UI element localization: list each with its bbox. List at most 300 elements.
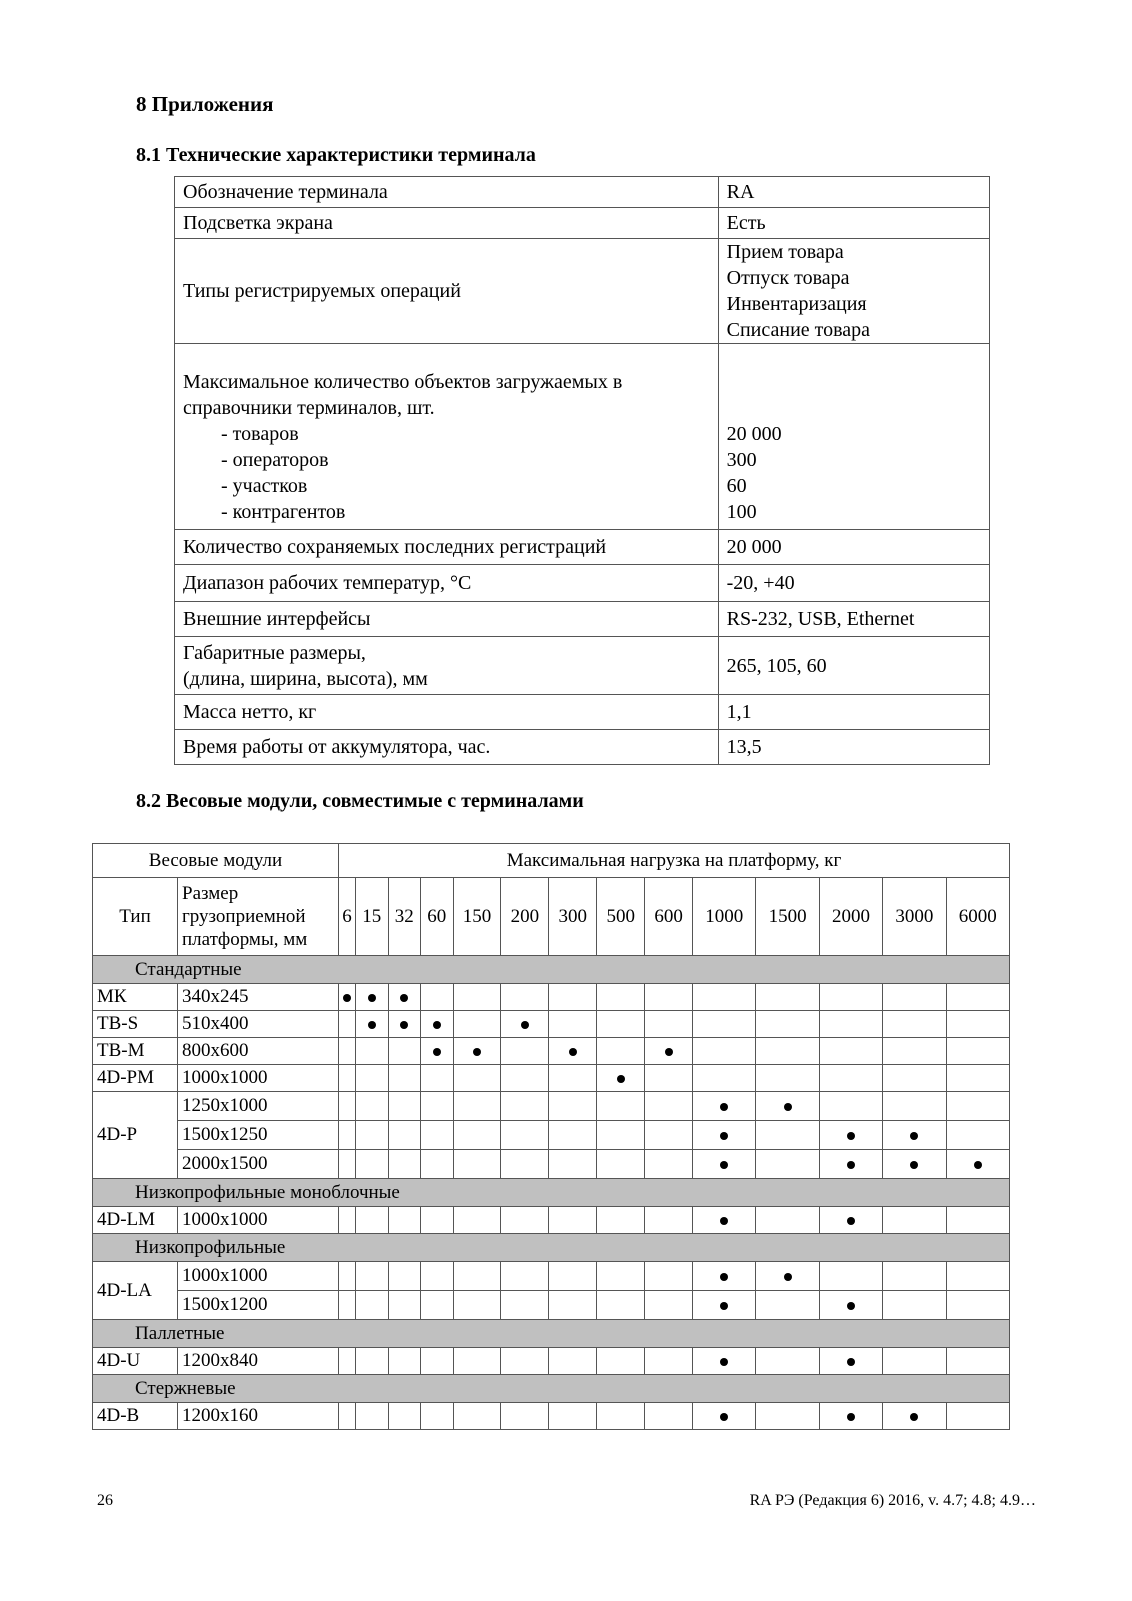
load-cell: [501, 1121, 549, 1150]
group-label: Паллетные: [93, 1320, 1010, 1348]
load-cell: [693, 1150, 756, 1179]
module-size: 2000x1500: [178, 1150, 339, 1179]
load-cell: [693, 1291, 756, 1320]
load-cell: [946, 1291, 1009, 1320]
load-cell: [339, 1038, 356, 1065]
load-cell: [421, 1038, 453, 1065]
load-cell: [339, 1150, 356, 1179]
load-cell: [693, 1121, 756, 1150]
bullet-icon: [847, 1161, 855, 1169]
load-cell: [549, 1291, 597, 1320]
load-cell: [819, 1262, 882, 1291]
load-cell: [597, 1038, 645, 1065]
spec-value: [718, 695, 989, 730]
bullet-icon: [720, 1161, 728, 1169]
load-cell: [421, 1403, 453, 1430]
load-cell: [421, 1150, 453, 1179]
load-cell: [356, 1291, 388, 1320]
load-cell: [549, 1065, 597, 1092]
module-row: [93, 984, 1010, 1011]
spec-key-label: Масса нетто, кг: [183, 701, 317, 723]
load-cell: [645, 1262, 693, 1291]
load-cell: [645, 1065, 693, 1092]
load-cell: [693, 1348, 756, 1375]
bullet-icon: [847, 1217, 855, 1225]
group-label: Низкопрофильные моноблочные: [93, 1179, 1010, 1207]
module-type: TB-S: [93, 1011, 178, 1038]
load-cell: [453, 1038, 501, 1065]
load-header: 200: [501, 878, 549, 956]
load-cell: [453, 1121, 501, 1150]
spec-value-line: RA: [726, 181, 755, 203]
load-header: 6000: [946, 878, 1009, 956]
load-cell: [388, 1207, 420, 1234]
load-cell: [756, 1291, 819, 1320]
load-cell: [501, 1038, 549, 1065]
spec-value: [718, 602, 989, 637]
load-cell: [388, 1121, 420, 1150]
load-cell: [453, 1011, 501, 1038]
spec-subkey: - контрагентов: [221, 501, 346, 523]
module-type: 4D-P: [93, 1092, 178, 1179]
module-row: [93, 1065, 1010, 1092]
module-row: [93, 1038, 1010, 1065]
load-cell: [883, 984, 946, 1011]
load-cell: [388, 1038, 420, 1065]
bullet-icon: [720, 1413, 728, 1421]
load-cell: [549, 1121, 597, 1150]
spec-row: [175, 565, 990, 602]
load-header: 500: [597, 878, 645, 956]
load-cell: [501, 1207, 549, 1234]
load-cell: [388, 1150, 420, 1179]
load-cell: [946, 984, 1009, 1011]
bullet-icon: [400, 1021, 408, 1029]
load-cell: [946, 1207, 1009, 1234]
load-header: 2000: [819, 878, 882, 956]
group-row: [93, 1234, 1010, 1262]
load-cell: [883, 1403, 946, 1430]
header-load: Максимальная нагрузка на платформу, кг: [339, 844, 1010, 878]
load-cell: [421, 1121, 453, 1150]
spec-key-label: Время работы от аккумулятора, час.: [183, 736, 491, 758]
load-cell: [819, 1121, 882, 1150]
spec-row: [175, 602, 990, 637]
load-cell: [388, 1348, 420, 1375]
module-size: 1000x1000: [178, 1065, 339, 1092]
load-cell: [339, 1121, 356, 1150]
load-cell: [421, 1207, 453, 1234]
load-cell: [756, 1207, 819, 1234]
load-cell: [819, 1291, 882, 1320]
load-cell: [501, 1262, 549, 1291]
bullet-icon: [569, 1048, 577, 1056]
section-title-modules: 8.2 Весовые модули, совместимые с терминалами: [136, 790, 584, 812]
load-cell: [693, 1403, 756, 1430]
load-cell: [883, 1065, 946, 1092]
spec-key-label: Максимальное количество объектов загружаемых в справочники терминалов, шт.: [183, 371, 623, 419]
spec-key: [175, 602, 719, 637]
load-cell: [597, 1403, 645, 1430]
module-size: 340x245: [178, 984, 339, 1011]
spec-value-line: RS-232, USB, Ethernet: [726, 608, 915, 630]
load-cell: [501, 1150, 549, 1179]
load-cell: [883, 1121, 946, 1150]
load-cell: [693, 1262, 756, 1291]
module-row: [93, 1092, 1010, 1121]
load-cell: [819, 1011, 882, 1038]
load-cell: [693, 1092, 756, 1121]
load-cell: [549, 1207, 597, 1234]
load-cell: [819, 1348, 882, 1375]
module-row: [93, 1121, 1010, 1150]
bullet-icon: [784, 1103, 792, 1111]
load-cell: [756, 1403, 819, 1430]
load-cell: [756, 984, 819, 1011]
load-cell: [693, 984, 756, 1011]
load-cell: [693, 1038, 756, 1065]
load-cell: [693, 1207, 756, 1234]
load-cell: [756, 1092, 819, 1121]
load-cell: [645, 1038, 693, 1065]
load-cell: [597, 1348, 645, 1375]
load-cell: [597, 1121, 645, 1150]
spec-row: [175, 239, 990, 344]
load-cell: [756, 1150, 819, 1179]
module-row: [93, 1403, 1010, 1430]
load-cell: [946, 1011, 1009, 1038]
load-cell: [549, 1403, 597, 1430]
bullet-icon: [720, 1273, 728, 1281]
group-label: Низкопрофильные: [93, 1234, 1010, 1262]
bullet-icon: [974, 1161, 982, 1169]
load-cell: [597, 1092, 645, 1121]
load-cell: [356, 1403, 388, 1430]
load-cell: [693, 1065, 756, 1092]
load-cell: [453, 1262, 501, 1291]
spec-value: [718, 239, 989, 344]
load-cell: [421, 1348, 453, 1375]
load-cell: [549, 1038, 597, 1065]
spec-key-label: (длина, ширина, высота), мм: [183, 667, 428, 690]
module-row: [93, 1150, 1010, 1179]
load-cell: [946, 1403, 1009, 1430]
load-cell: [421, 984, 453, 1011]
module-type: МК: [93, 984, 178, 1011]
load-cell: [339, 1207, 356, 1234]
header-size: Размер грузоприемной платформы, мм: [178, 878, 339, 956]
load-cell: [421, 1262, 453, 1291]
bullet-icon: [473, 1048, 481, 1056]
bullet-icon: [720, 1358, 728, 1366]
bullet-icon: [368, 994, 376, 1002]
spec-key: [175, 344, 719, 530]
load-cell: [819, 1207, 882, 1234]
module-type: 4D-U: [93, 1348, 178, 1375]
spec-row: [175, 530, 990, 565]
load-cell: [946, 1348, 1009, 1375]
load-cell: [501, 984, 549, 1011]
document-info: RA РЭ (Редакция 6) 2016, v. 4.7; 4.8; 4.9…: [749, 1492, 1036, 1509]
load-header: 600: [645, 878, 693, 956]
spec-value: [718, 208, 989, 239]
load-cell: [645, 1348, 693, 1375]
spec-key: [175, 177, 719, 208]
load-cell: [819, 1065, 882, 1092]
spec-value-line: Отпуск товара: [726, 267, 850, 289]
load-cell: [946, 1121, 1009, 1150]
load-cell: [356, 1038, 388, 1065]
load-cell: [597, 1150, 645, 1179]
section-title-specs: 8.1 Технические характеристики терминала: [136, 144, 536, 166]
spec-value-line: Есть: [726, 212, 766, 234]
spec-row: [175, 177, 990, 208]
bullet-icon: [433, 1021, 441, 1029]
load-cell: [756, 1348, 819, 1375]
load-cell: [597, 1291, 645, 1320]
modules-table: [92, 843, 1010, 1430]
load-cell: [421, 1092, 453, 1121]
module-size: 800x600: [178, 1038, 339, 1065]
spec-subkey: - операторов: [221, 449, 329, 471]
load-cell: [421, 1065, 453, 1092]
header-row: [93, 844, 1010, 878]
spec-key-label: Габаритные размеры,: [183, 641, 366, 664]
load-cell: [356, 984, 388, 1011]
specs-table: [174, 176, 990, 765]
load-cell: [819, 1150, 882, 1179]
load-cell: [356, 1092, 388, 1121]
spec-row: [175, 730, 990, 765]
spec-value-line: 100: [726, 501, 757, 523]
module-size: 1250x1000: [178, 1092, 339, 1121]
load-cell: [388, 1011, 420, 1038]
load-cell: [388, 1092, 420, 1121]
spec-key: [175, 730, 719, 765]
header-modules: Весовые модули: [93, 844, 339, 878]
load-cell: [388, 1291, 420, 1320]
load-cell: [453, 1092, 501, 1121]
spec-value-line: -20, +40: [726, 572, 795, 594]
group-row: [93, 1179, 1010, 1207]
load-cell: [356, 1065, 388, 1092]
spec-key-label: Количество сохраняемых последних регистраций: [183, 536, 607, 558]
spec-row: [175, 695, 990, 730]
spec-value-line: 60: [726, 475, 747, 497]
group-label: Стандартные: [93, 956, 1010, 984]
load-cell: [819, 1092, 882, 1121]
load-cell: [645, 1207, 693, 1234]
load-cell: [388, 1065, 420, 1092]
spec-key: [175, 565, 719, 602]
load-cell: [388, 1262, 420, 1291]
load-header: 1500: [756, 878, 819, 956]
module-size: 1500x1250: [178, 1121, 339, 1150]
module-type: 4D-PM: [93, 1065, 178, 1092]
spec-key-label: Подсветка экрана: [183, 212, 333, 234]
spec-value-line: 300: [726, 449, 757, 471]
load-cell: [819, 1038, 882, 1065]
spec-subkey: - участков: [221, 475, 308, 497]
bullet-icon: [617, 1075, 625, 1083]
load-cell: [597, 1065, 645, 1092]
load-cell: [645, 1011, 693, 1038]
load-cell: [946, 1065, 1009, 1092]
spec-value-line: 20 000: [726, 536, 782, 558]
load-cell: [356, 1348, 388, 1375]
load-cell: [819, 984, 882, 1011]
module-row: [93, 1291, 1010, 1320]
load-cell: [597, 1011, 645, 1038]
spec-subkey: - товаров: [221, 423, 299, 445]
load-cell: [883, 1262, 946, 1291]
load-cell: [339, 1065, 356, 1092]
bullet-icon: [521, 1021, 529, 1029]
bullet-icon: [720, 1302, 728, 1310]
load-cell: [453, 1207, 501, 1234]
spec-key: [175, 208, 719, 239]
load-cell: [645, 1403, 693, 1430]
load-cell: [549, 1348, 597, 1375]
load-cell: [501, 1092, 549, 1121]
module-row: [93, 1262, 1010, 1291]
load-cell: [501, 1011, 549, 1038]
load-cell: [339, 1291, 356, 1320]
load-cell: [883, 1038, 946, 1065]
load-cell: [946, 1262, 1009, 1291]
load-cell: [597, 984, 645, 1011]
load-cell: [645, 1121, 693, 1150]
load-cell: [356, 1262, 388, 1291]
load-cell: [421, 1011, 453, 1038]
load-cell: [883, 1011, 946, 1038]
load-cell: [946, 1150, 1009, 1179]
load-cell: [453, 1348, 501, 1375]
load-cell: [645, 1150, 693, 1179]
load-cell: [453, 1150, 501, 1179]
bullet-icon: [910, 1161, 918, 1169]
bullet-icon: [665, 1048, 673, 1056]
spec-value: [718, 177, 989, 208]
bullet-icon: [368, 1021, 376, 1029]
module-type: 4D-LM: [93, 1207, 178, 1234]
load-cell: [693, 1011, 756, 1038]
module-size: 510x400: [178, 1011, 339, 1038]
appendix-heading: 8 Приложения: [136, 92, 274, 116]
load-cell: [453, 1065, 501, 1092]
spec-value: [718, 565, 989, 602]
load-cell: [549, 1092, 597, 1121]
bullet-icon: [847, 1302, 855, 1310]
bullet-icon: [847, 1358, 855, 1366]
load-cell: [501, 1065, 549, 1092]
module-row: [93, 1348, 1010, 1375]
bullet-icon: [910, 1413, 918, 1421]
load-cell: [645, 1092, 693, 1121]
bullet-icon: [784, 1273, 792, 1281]
load-cell: [756, 1038, 819, 1065]
load-cell: [946, 1038, 1009, 1065]
load-cell: [645, 984, 693, 1011]
load-cell: [356, 1011, 388, 1038]
group-row: [93, 956, 1010, 984]
load-cell: [421, 1291, 453, 1320]
load-header: 60: [421, 878, 453, 956]
spec-key: [175, 637, 719, 695]
page-number: 26: [97, 1492, 113, 1509]
spec-value-line: 20 000: [726, 423, 782, 445]
load-cell: [453, 984, 501, 1011]
spec-value-line: Списание товара: [726, 319, 871, 341]
load-header: 300: [549, 878, 597, 956]
spec-value: [718, 530, 989, 565]
load-cell: [356, 1150, 388, 1179]
load-cell: [883, 1291, 946, 1320]
load-cell: [501, 1403, 549, 1430]
load-cell: [388, 984, 420, 1011]
spec-key-label: Обозначение терминала: [183, 181, 388, 203]
spec-value: [718, 730, 989, 765]
spec-value: [718, 344, 989, 530]
load-header: 32: [388, 878, 420, 956]
spec-key: [175, 239, 719, 344]
load-cell: [597, 1207, 645, 1234]
load-cell: [946, 1092, 1009, 1121]
spec-key-label: Диапазон рабочих температур, °C: [183, 572, 472, 594]
load-cell: [549, 1262, 597, 1291]
bullet-icon: [847, 1413, 855, 1421]
spec-key-label: Внешние интерфейсы: [183, 608, 371, 630]
group-label: Стержневые: [93, 1375, 1010, 1403]
group-row: [93, 1320, 1010, 1348]
module-type: 4D-B: [93, 1403, 178, 1430]
module-size: 1200x840: [178, 1348, 339, 1375]
spec-row: [175, 637, 990, 695]
spec-key-label: Типы регистрируемых операций: [183, 280, 461, 302]
load-cell: [549, 984, 597, 1011]
load-cell: [453, 1291, 501, 1320]
load-cell: [501, 1348, 549, 1375]
spec-value-line: 13,5: [726, 736, 762, 758]
load-header: 3000: [883, 878, 946, 956]
load-cell: [339, 1348, 356, 1375]
module-size: 1000x1000: [178, 1262, 339, 1291]
load-cell: [756, 1121, 819, 1150]
load-cell: [356, 1207, 388, 1234]
load-cell: [501, 1291, 549, 1320]
load-cell: [356, 1121, 388, 1150]
load-cell: [597, 1262, 645, 1291]
load-cell: [339, 1011, 356, 1038]
load-cell: [388, 1403, 420, 1430]
bullet-icon: [720, 1132, 728, 1140]
group-row: [93, 1375, 1010, 1403]
module-type: 4D-LA: [93, 1262, 178, 1320]
subheader-row: [93, 878, 1010, 956]
load-cell: [339, 1092, 356, 1121]
spec-value: [718, 637, 989, 695]
spec-row: [175, 208, 990, 239]
load-cell: [339, 1403, 356, 1430]
load-header: 15: [356, 878, 388, 956]
module-row: [93, 1207, 1010, 1234]
load-cell: [453, 1403, 501, 1430]
bullet-icon: [720, 1217, 728, 1225]
spec-value-line: Прием товара: [726, 241, 844, 263]
spec-value-line: Инвентаризация: [726, 293, 867, 315]
load-cell: [645, 1291, 693, 1320]
module-size: 1000x1000: [178, 1207, 339, 1234]
